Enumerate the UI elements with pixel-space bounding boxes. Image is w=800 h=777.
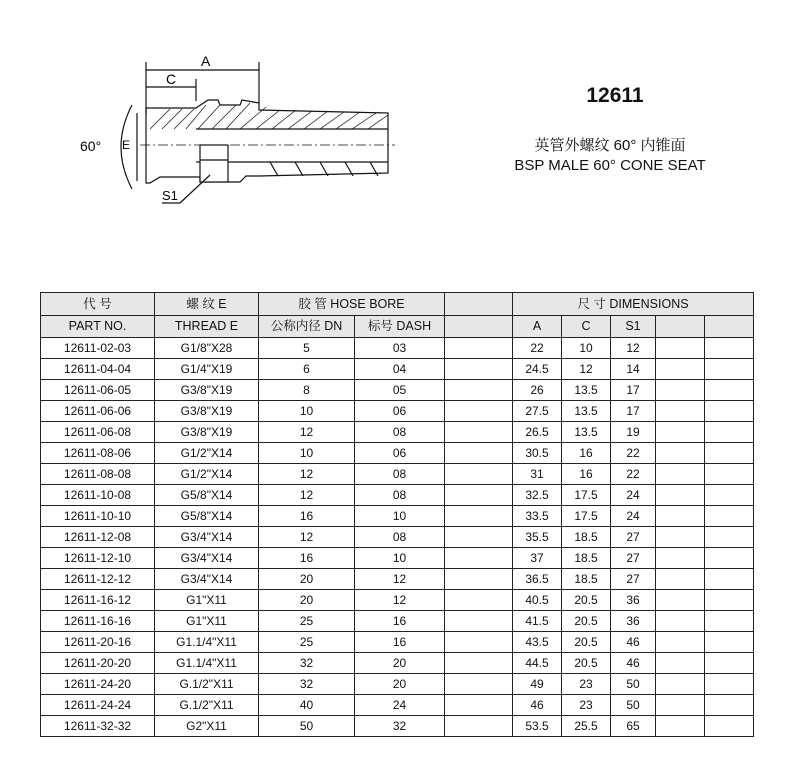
table-row — [41, 695, 754, 716]
cell-blank — [705, 590, 754, 611]
cell-thread: G5/8"X14 — [155, 485, 259, 506]
header-hose-bore: 胶 管 HOSE BORE — [259, 293, 445, 316]
cell-dash: 05 — [355, 380, 445, 401]
cell-dn: 25 — [259, 611, 355, 632]
table-row — [41, 527, 754, 548]
cell-c: 20.5 — [562, 632, 611, 653]
cell-dash: 32 — [355, 716, 445, 737]
cell-thread: G1"X11 — [155, 590, 259, 611]
cell-blank — [705, 401, 754, 422]
table-row — [41, 485, 754, 506]
cell-c: 20.5 — [562, 611, 611, 632]
cell-c: 23 — [562, 695, 611, 716]
cell-a: 24.5 — [513, 359, 562, 380]
cell-blank — [656, 716, 705, 737]
cell-dash: 20 — [355, 653, 445, 674]
cell-thread: G3/8"X19 — [155, 422, 259, 443]
cell-dash: 08 — [355, 422, 445, 443]
cell-thread: G5/8"X14 — [155, 506, 259, 527]
cell-blank — [445, 611, 513, 632]
header-dash: 标号 DASH — [355, 316, 445, 338]
spec-table — [40, 292, 754, 737]
cell-part: 12611-16-12 — [41, 590, 155, 611]
cell-thread: G.1/2"X11 — [155, 695, 259, 716]
cell-blank — [445, 716, 513, 737]
cell-s1: 46 — [611, 653, 656, 674]
cell-blank — [705, 548, 754, 569]
cell-a: 27.5 — [513, 401, 562, 422]
cell-part: 12611-16-16 — [41, 611, 155, 632]
cell-blank — [705, 695, 754, 716]
cell-blank — [445, 422, 513, 443]
cell-dash: 08 — [355, 464, 445, 485]
cell-blank — [656, 401, 705, 422]
header-blank-2 — [445, 316, 513, 338]
cell-s1: 22 — [611, 464, 656, 485]
cell-blank — [445, 548, 513, 569]
cell-s1: 65 — [611, 716, 656, 737]
cell-dn: 10 — [259, 401, 355, 422]
cell-thread: G1.1/4"X11 — [155, 632, 259, 653]
table-row — [41, 548, 754, 569]
cell-dn: 12 — [259, 422, 355, 443]
cell-dn: 16 — [259, 506, 355, 527]
cell-a: 44.5 — [513, 653, 562, 674]
cell-dn: 32 — [259, 653, 355, 674]
cell-a: 32.5 — [513, 485, 562, 506]
cell-dn: 20 — [259, 569, 355, 590]
cell-c: 18.5 — [562, 569, 611, 590]
cell-blank — [705, 359, 754, 380]
cell-dash: 16 — [355, 611, 445, 632]
cell-blank — [705, 485, 754, 506]
cell-blank — [656, 632, 705, 653]
cell-dn: 40 — [259, 695, 355, 716]
cell-part: 12611-06-05 — [41, 380, 155, 401]
table-row — [41, 401, 754, 422]
cell-c: 18.5 — [562, 527, 611, 548]
cell-s1: 19 — [611, 422, 656, 443]
cell-blank — [705, 338, 754, 359]
cell-s1: 36 — [611, 611, 656, 632]
cell-s1: 50 — [611, 674, 656, 695]
cell-part: 12611-24-20 — [41, 674, 155, 695]
table-row — [41, 380, 754, 401]
cell-c: 20.5 — [562, 653, 611, 674]
cell-s1: 17 — [611, 401, 656, 422]
cell-dash: 06 — [355, 401, 445, 422]
cell-thread: G2"X11 — [155, 716, 259, 737]
table-row — [41, 506, 754, 527]
cell-a: 37 — [513, 548, 562, 569]
cell-part: 12611-12-08 — [41, 527, 155, 548]
cell-blank — [656, 527, 705, 548]
cell-part: 12611-10-08 — [41, 485, 155, 506]
cell-blank — [445, 569, 513, 590]
cell-thread: G3/4"X14 — [155, 569, 259, 590]
cell-part: 12611-10-10 — [41, 506, 155, 527]
cell-a: 26 — [513, 380, 562, 401]
cell-s1: 36 — [611, 590, 656, 611]
cell-c: 13.5 — [562, 401, 611, 422]
cell-c: 10 — [562, 338, 611, 359]
cell-dn: 6 — [259, 359, 355, 380]
cell-s1: 27 — [611, 548, 656, 569]
cell-blank — [656, 569, 705, 590]
cell-c: 13.5 — [562, 380, 611, 401]
cell-a: 26.5 — [513, 422, 562, 443]
cell-dash: 03 — [355, 338, 445, 359]
table-row — [41, 338, 754, 359]
header-blank — [445, 293, 513, 316]
cell-blank — [705, 569, 754, 590]
cell-part: 12611-06-06 — [41, 401, 155, 422]
cell-c: 12 — [562, 359, 611, 380]
description-cn: 英管外螺纹 60° 内锥面 — [534, 137, 686, 154]
cell-s1: 24 — [611, 506, 656, 527]
table-row — [41, 359, 754, 380]
cell-thread: G1/4"X19 — [155, 359, 259, 380]
header-part-no: PART NO. — [41, 316, 155, 338]
label-a: A — [201, 53, 211, 69]
cell-c: 13.5 — [562, 422, 611, 443]
cell-blank — [445, 359, 513, 380]
header-blank-3 — [656, 316, 705, 338]
cell-s1: 17 — [611, 380, 656, 401]
header-s1: S1 — [611, 316, 656, 338]
table-row — [41, 443, 754, 464]
cell-dn: 12 — [259, 464, 355, 485]
spec-table-body — [41, 338, 754, 737]
cell-dash: 08 — [355, 485, 445, 506]
cell-thread: G3/4"X14 — [155, 527, 259, 548]
cell-a: 33.5 — [513, 506, 562, 527]
cell-part: 12611-20-16 — [41, 632, 155, 653]
cell-dash: 10 — [355, 548, 445, 569]
cell-s1: 12 — [611, 338, 656, 359]
cell-thread: G1/2"X14 — [155, 443, 259, 464]
description-en: BSP MALE 60° CONE SEAT — [514, 157, 706, 174]
header-row-2 — [41, 316, 754, 338]
cell-dn: 20 — [259, 590, 355, 611]
cell-dn: 32 — [259, 674, 355, 695]
cell-blank — [445, 401, 513, 422]
cell-blank — [656, 485, 705, 506]
fitting-body — [146, 100, 388, 183]
cell-c: 20.5 — [562, 590, 611, 611]
cell-a: 43.5 — [513, 632, 562, 653]
label-angle: 60° — [80, 138, 102, 154]
cell-part: 12611-08-08 — [41, 464, 155, 485]
model-number: 12611 — [586, 84, 644, 107]
cell-a: 22 — [513, 338, 562, 359]
cell-blank — [656, 695, 705, 716]
cell-part: 12611-24-24 — [41, 695, 155, 716]
cell-blank — [445, 527, 513, 548]
cell-part: 12611-02-03 — [41, 338, 155, 359]
cell-blank — [705, 653, 754, 674]
cell-blank — [656, 338, 705, 359]
cell-a: 31 — [513, 464, 562, 485]
cell-a: 49 — [513, 674, 562, 695]
cell-part: 12611-12-10 — [41, 548, 155, 569]
cell-blank — [656, 506, 705, 527]
cell-blank — [445, 590, 513, 611]
cell-c: 18.5 — [562, 548, 611, 569]
fitting-drawing — [70, 45, 400, 230]
cell-dn: 16 — [259, 548, 355, 569]
cell-blank — [445, 485, 513, 506]
cell-thread: G3/4"X14 — [155, 548, 259, 569]
cell-blank — [705, 380, 754, 401]
cell-blank — [705, 464, 754, 485]
table-row — [41, 716, 754, 737]
table-row — [41, 632, 754, 653]
cell-blank — [705, 632, 754, 653]
cell-dn: 5 — [259, 338, 355, 359]
cell-dash: 08 — [355, 527, 445, 548]
cell-part: 12611-08-06 — [41, 443, 155, 464]
header-c: C — [562, 316, 611, 338]
header-a: A — [513, 316, 562, 338]
cell-blank — [656, 611, 705, 632]
label-c: C — [166, 71, 177, 87]
cell-thread: G1.1/4"X11 — [155, 653, 259, 674]
cell-thread: G3/8"X19 — [155, 401, 259, 422]
cell-blank — [445, 380, 513, 401]
cell-blank — [656, 443, 705, 464]
cell-a: 41.5 — [513, 611, 562, 632]
cell-a: 35.5 — [513, 527, 562, 548]
table-row — [41, 569, 754, 590]
cell-dash: 04 — [355, 359, 445, 380]
cell-dn: 12 — [259, 527, 355, 548]
header-blank-4 — [705, 316, 754, 338]
cell-s1: 22 — [611, 443, 656, 464]
cell-thread: G.1/2"X11 — [155, 674, 259, 695]
cell-blank — [445, 464, 513, 485]
cell-blank — [656, 464, 705, 485]
cell-c: 23 — [562, 674, 611, 695]
header-part: 代 号 — [41, 293, 155, 316]
cell-blank — [445, 338, 513, 359]
cell-c: 16 — [562, 464, 611, 485]
cell-part: 12611-20-20 — [41, 653, 155, 674]
cell-blank — [705, 527, 754, 548]
cell-dash: 10 — [355, 506, 445, 527]
cell-dash: 12 — [355, 569, 445, 590]
cell-dash: 06 — [355, 443, 445, 464]
cell-dash: 20 — [355, 674, 445, 695]
cell-dash: 16 — [355, 632, 445, 653]
cell-dash: 12 — [355, 590, 445, 611]
cell-thread: G1/8"X28 — [155, 338, 259, 359]
label-s1: S1 — [162, 188, 178, 203]
cell-s1: 27 — [611, 569, 656, 590]
cell-s1: 27 — [611, 527, 656, 548]
cell-c: 25.5 — [562, 716, 611, 737]
cell-dash: 24 — [355, 695, 445, 716]
cell-blank — [445, 695, 513, 716]
label-e: E — [122, 138, 131, 152]
cell-blank — [656, 548, 705, 569]
header-row-1 — [41, 293, 754, 316]
cell-part: 12611-12-12 — [41, 569, 155, 590]
cell-s1: 46 — [611, 632, 656, 653]
cell-blank — [445, 443, 513, 464]
table-row — [41, 611, 754, 632]
table-row — [41, 464, 754, 485]
table-row — [41, 422, 754, 443]
cell-blank — [445, 632, 513, 653]
cell-blank — [705, 506, 754, 527]
cell-blank — [656, 380, 705, 401]
cell-dn: 12 — [259, 485, 355, 506]
cell-s1: 50 — [611, 695, 656, 716]
cell-c: 17.5 — [562, 506, 611, 527]
cell-blank — [705, 716, 754, 737]
cell-blank — [656, 653, 705, 674]
cell-dn: 50 — [259, 716, 355, 737]
cell-dn: 25 — [259, 632, 355, 653]
cell-thread: G1/2"X14 — [155, 464, 259, 485]
cell-dn: 10 — [259, 443, 355, 464]
header-thread: 螺 纹 E — [155, 293, 259, 316]
table-row — [41, 653, 754, 674]
cell-a: 53.5 — [513, 716, 562, 737]
cell-blank — [705, 443, 754, 464]
table-row — [41, 674, 754, 695]
cell-s1: 24 — [611, 485, 656, 506]
cell-s1: 14 — [611, 359, 656, 380]
cell-a: 40.5 — [513, 590, 562, 611]
header-dimensions: 尺 寸 DIMENSIONS — [513, 293, 754, 316]
cell-blank — [656, 359, 705, 380]
cell-blank — [705, 422, 754, 443]
cell-blank — [445, 674, 513, 695]
cell-part: 12611-32-32 — [41, 716, 155, 737]
header-dn: 公称内径 DN — [259, 316, 355, 338]
table-row — [41, 590, 754, 611]
cell-dn: 8 — [259, 380, 355, 401]
cell-blank — [656, 422, 705, 443]
cell-a: 36.5 — [513, 569, 562, 590]
cell-c: 17.5 — [562, 485, 611, 506]
cell-thread: G3/8"X19 — [155, 380, 259, 401]
cell-part: 12611-06-08 — [41, 422, 155, 443]
cell-a: 46 — [513, 695, 562, 716]
cell-blank — [656, 674, 705, 695]
header-thread-e: THREAD E — [155, 316, 259, 338]
cell-a: 30.5 — [513, 443, 562, 464]
cell-blank — [445, 653, 513, 674]
cell-thread: G1"X11 — [155, 611, 259, 632]
cell-blank — [705, 674, 754, 695]
cell-c: 16 — [562, 443, 611, 464]
cell-part: 12611-04-04 — [41, 359, 155, 380]
cell-blank — [705, 611, 754, 632]
cell-blank — [445, 506, 513, 527]
cell-blank — [656, 590, 705, 611]
